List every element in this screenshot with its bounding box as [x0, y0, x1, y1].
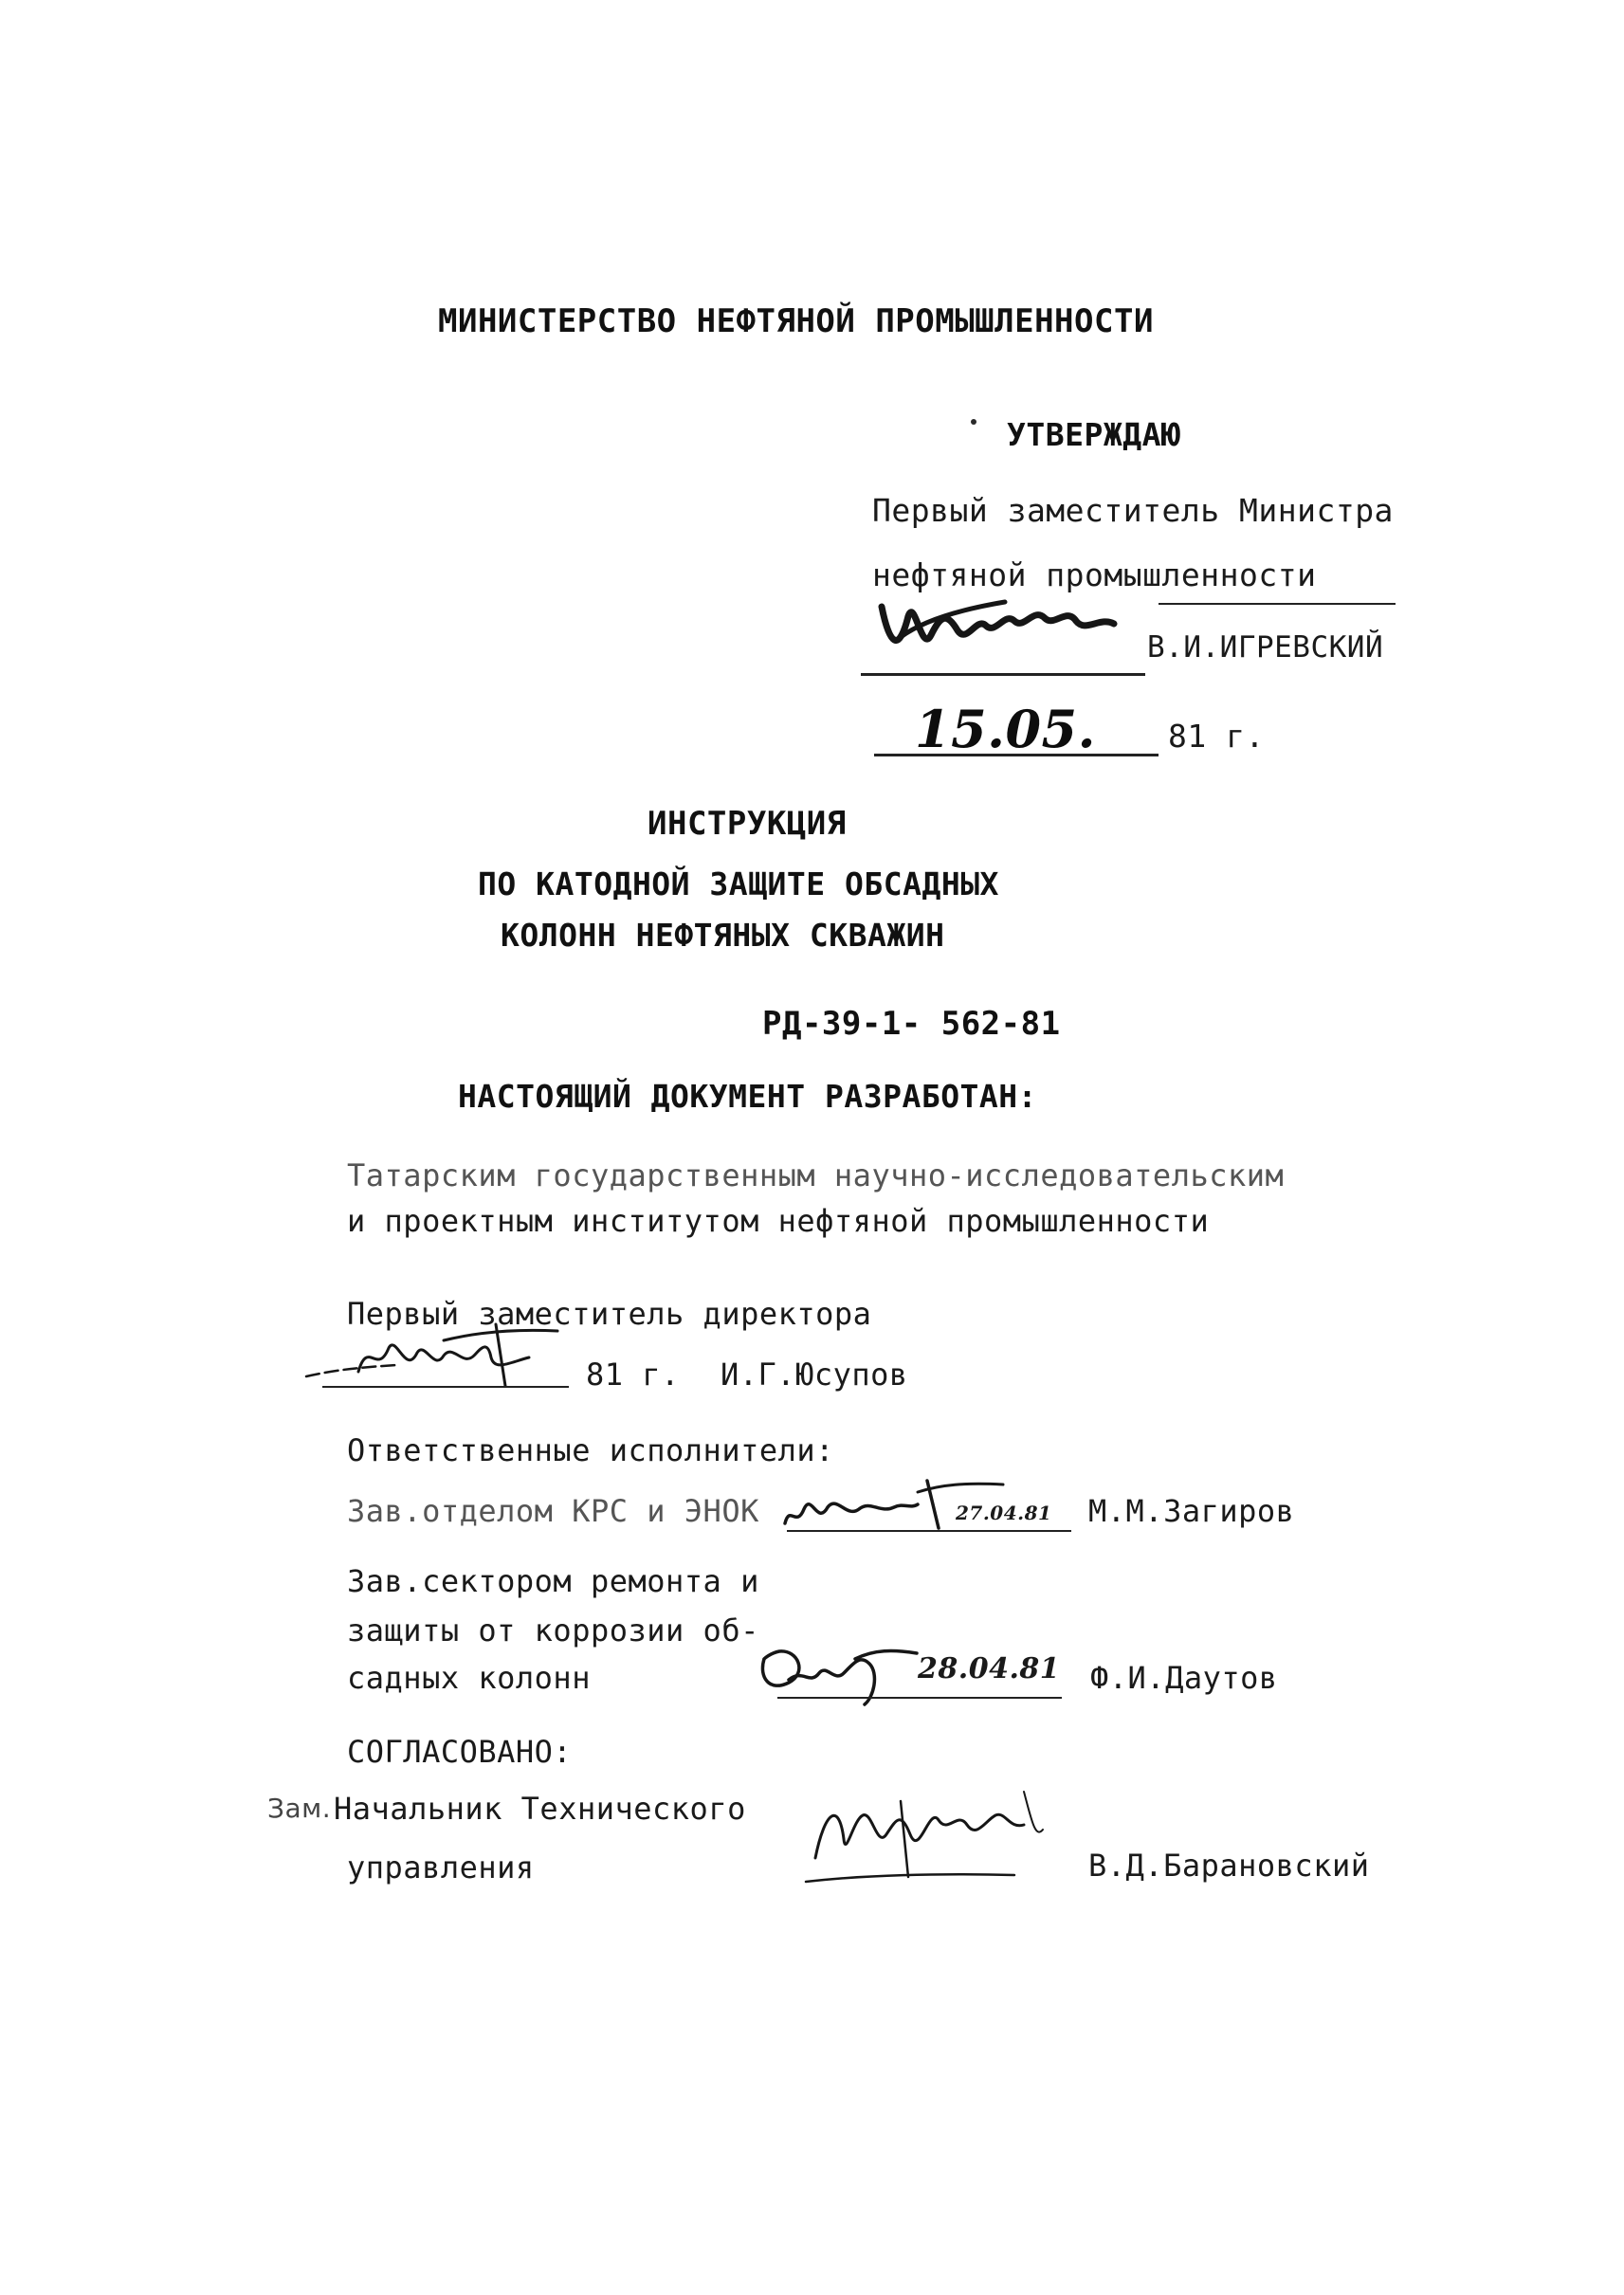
approval-year: 81 г.: [1168, 718, 1265, 755]
doc-code: РД-39-1- 562-81: [762, 1005, 1061, 1043]
ministry-header: МИНИСТЕРСТВО НЕФТЯНОЙ ПРОМЫШЛЕННОСТИ: [438, 302, 1154, 340]
deputy-director-signature: [301, 1320, 586, 1395]
head-krs-date-handwritten: 27.04.81: [956, 1502, 1052, 1524]
approval-signature: [872, 578, 1157, 673]
head-sector-signature-line: [777, 1697, 1062, 1699]
approval-name-overline: [1159, 603, 1396, 605]
developer-org-line1: Татарским государственным научно-исследовательским: [347, 1157, 1285, 1193]
head-sector-date-handwritten: 28.04.81: [918, 1652, 1061, 1685]
stamp-dot: [971, 419, 976, 425]
approval-name: В.И.ИГРЕВСКИЙ: [1147, 630, 1384, 665]
doc-title-line1: ПО КАТОДНОЙ ЗАЩИТЕ ОБСАДНЫХ: [478, 865, 999, 902]
head-sector-title-line1: Зав.сектором ремонта и: [347, 1563, 759, 1599]
agreed-signature: [787, 1782, 1090, 1896]
agreed-title-prefix: Зам.: [267, 1793, 332, 1824]
agreed-name: В.Д.Барановский: [1088, 1848, 1370, 1884]
doc-title-line2: КОЛОНН НЕФТЯНЫХ СКВАЖИН: [501, 917, 945, 954]
deputy-director-title: Первый заместитель директора: [347, 1296, 872, 1332]
approval-position-line1: Первый заместитель Министра: [872, 492, 1394, 529]
head-sector-title-line3: садных колонн: [347, 1660, 591, 1696]
head-krs-name: М.М.Загиров: [1088, 1493, 1295, 1529]
approval-position-line2: нефтяной промышленности: [872, 556, 1317, 593]
head-krs-signature-line: [787, 1530, 1071, 1532]
responsible-label: Ответственные исполнители:: [347, 1432, 834, 1468]
head-krs-title: Зав.отделом КРС и ЭНОК: [347, 1493, 759, 1529]
head-sector-title-line2: защиты от коррозии об-: [347, 1612, 759, 1648]
developer-org-line2: и проектным институтом нефтяной промышленности: [347, 1203, 1210, 1239]
developed-by-label: НАСТОЯЩИЙ ДОКУМЕНТ РАЗРАБОТАН:: [458, 1078, 1038, 1115]
approval-mark: УТВЕРЖДАЮ: [1007, 416, 1181, 453]
head-sector-signature: [751, 1630, 921, 1706]
head-sector-name: Ф.И.Даутов: [1090, 1660, 1278, 1696]
agreed-title-line2: управления: [347, 1849, 535, 1885]
deputy-director-name: И.Г.Юсупов: [721, 1357, 908, 1393]
agreed-title-line1: Начальник Технического: [334, 1791, 746, 1827]
approval-signature-line: [861, 673, 1145, 676]
agreed-label: СОГЛАСОВАНО:: [347, 1734, 573, 1770]
deputy-director-signature-line: [322, 1386, 569, 1388]
approval-date-handwritten: 15.05.: [915, 699, 1096, 759]
approval-date-line: [874, 754, 1159, 756]
deputy-director-year: 81 г.: [586, 1357, 680, 1393]
doc-title: ИНСТРУКЦИЯ: [648, 805, 847, 843]
